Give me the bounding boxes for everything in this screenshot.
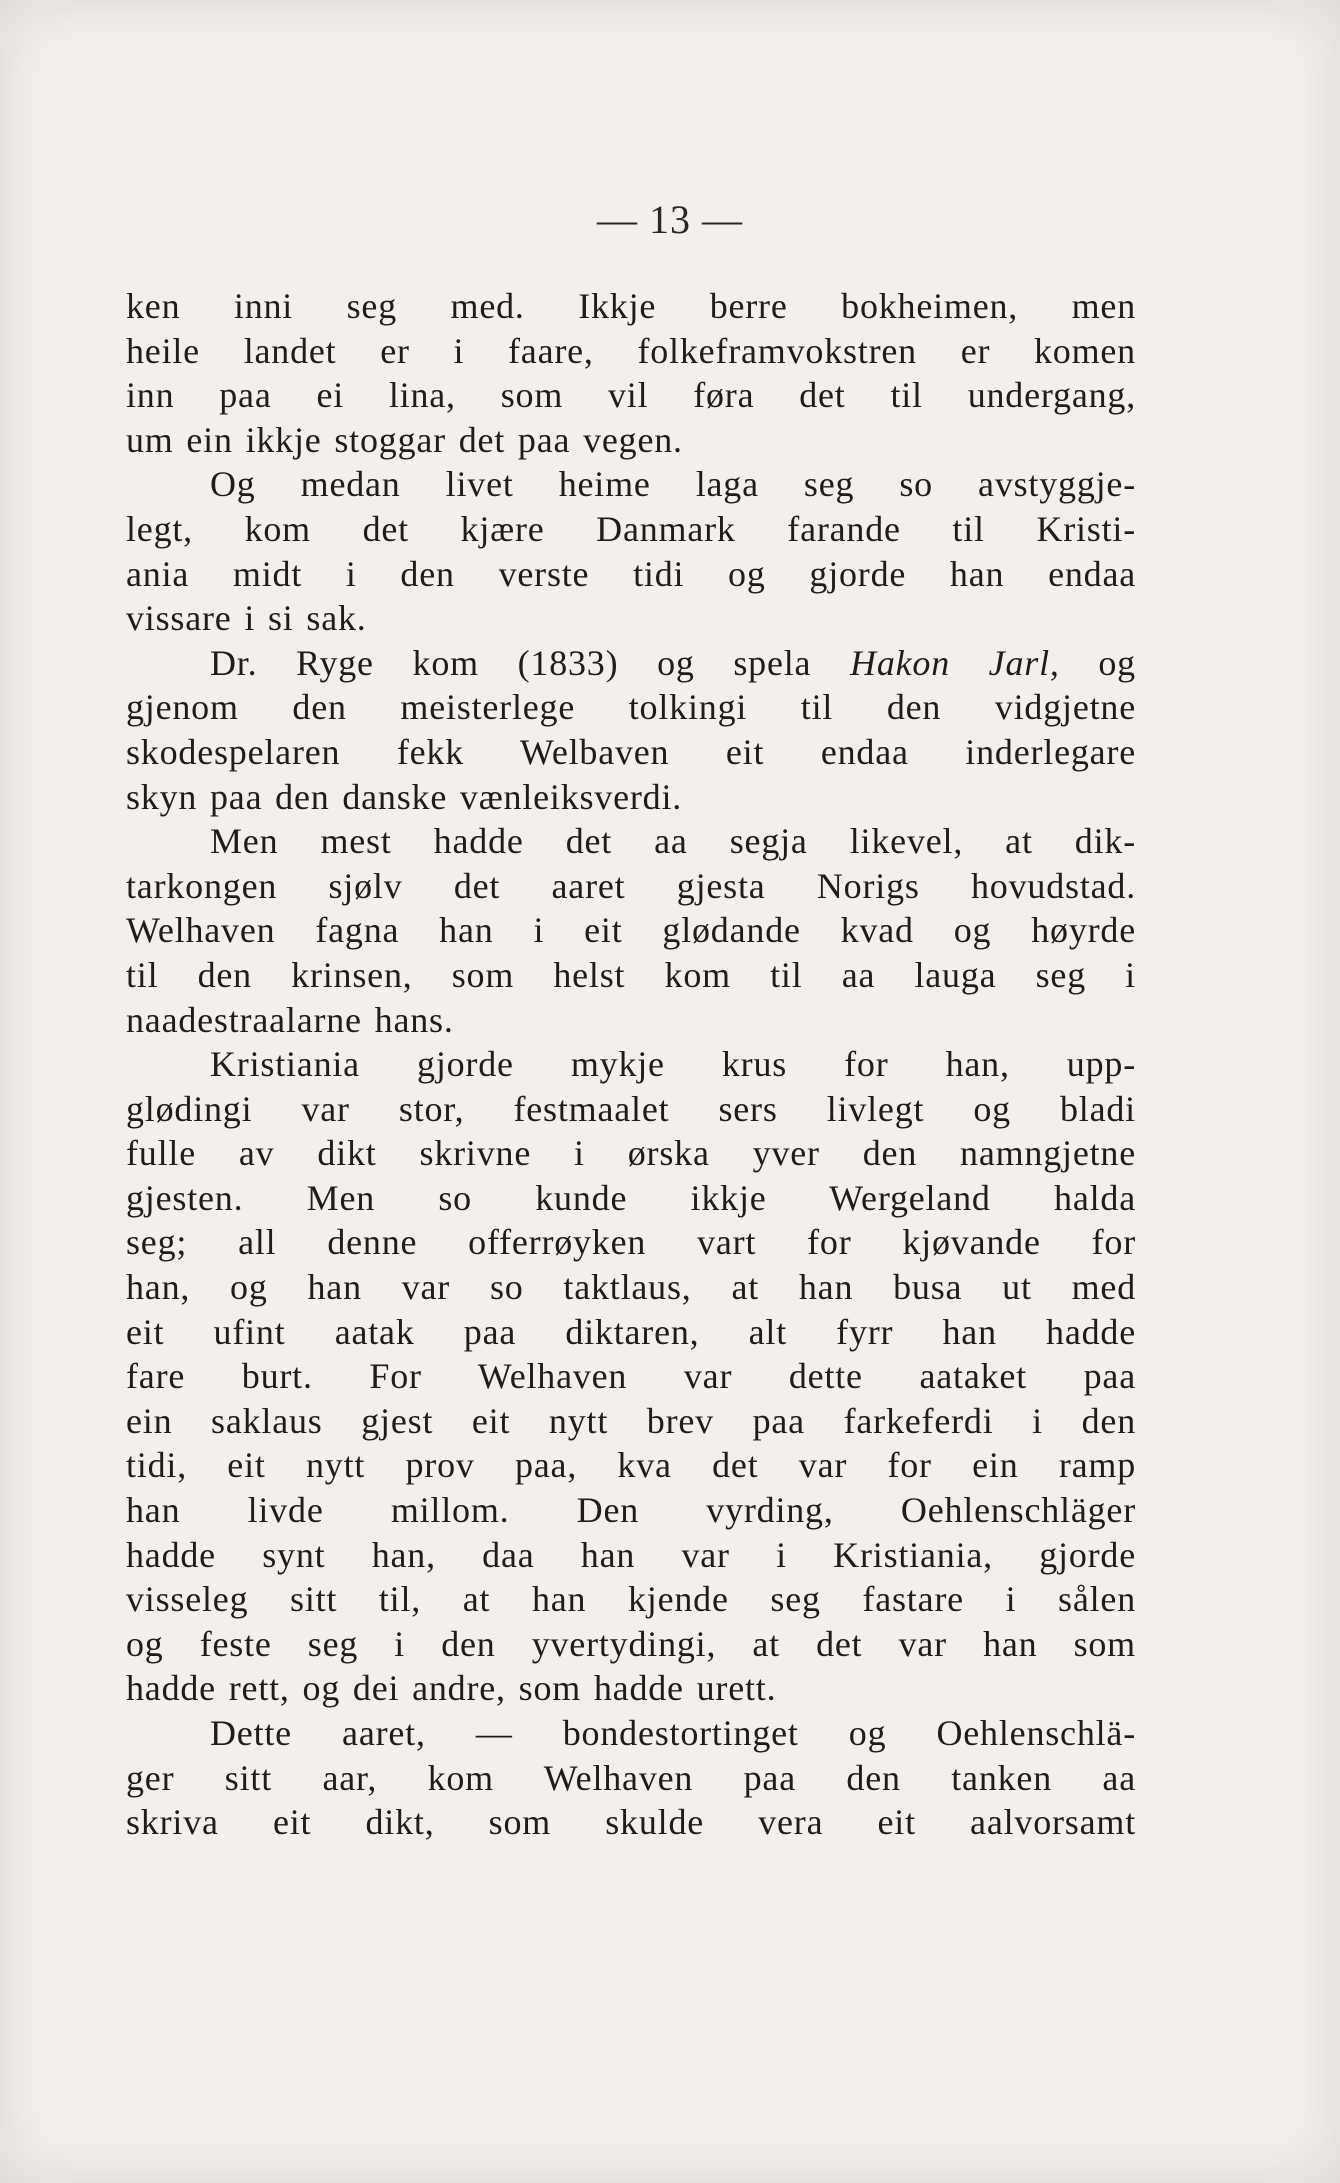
text-line-with-title [126,641,1136,686]
text-line: naadestraalarne hans. [126,999,454,1040]
text-line: hadde rett, og dei andre, som hadde urett. [126,1668,777,1709]
text-line: gjesten. Men so kunde ikkje Wergeland halda [126,1177,1136,1218]
text-segment: og [1098,642,1136,683]
text-line: Kristiania gjorde mykje krus for han, upp- [210,1044,1136,1085]
text-line: visseleg sitt til, at han kjende seg fastare i sålen [126,1579,1136,1620]
text-line: gjenom den meisterlege tolkingi til den vidgjetne [126,687,1136,728]
text-line: um ein ikkje stoggar det paa vegen. [126,419,683,460]
body-text [126,284,1136,1845]
text-line: eit ufint aatak paa diktaren, alt fyrr han hadde [126,1311,1136,1352]
text-line: inn paa ei lina, som vil føra det til undergang, [126,375,1136,416]
text-line: heile landet er i faare, folkeframvokstren er komen [126,330,1136,371]
text-line: ein saklaus gjest eit nytt brev paa farkeferdi i den [126,1400,1136,1441]
italic-title: Hakon Jarl, [850,642,1060,683]
text-line: skyn paa den danske vænleiksverdi. [126,776,683,817]
text-line: skriva eit dikt, som skulde vera eit aalvorsamt [126,1802,1136,1843]
text-line: ania midt i den verste tidi og gjorde han endaa [126,553,1136,594]
text-line: legt, kom det kjære Danmark farande til Kristi- [126,508,1136,549]
text-segment: Dr. Ryge kom (1833) og spela [210,642,812,683]
text-line: vissare i si sak. [126,598,367,639]
text-line: fulle av dikt skrivne i ørska yver den namngjetne [126,1133,1136,1174]
text-line: Dette aaret, — bondestortinget og Oehlenschlä- [210,1713,1136,1753]
text-line: og feste seg i den yvertydingi, at det var han som [126,1623,1136,1664]
text-line: til den krinsen, som helst kom til aa lauga seg i [126,954,1136,995]
text-line: han, og han var so taktlaus, at han busa ut med [126,1267,1136,1308]
text-line: han livde millom. Den vyrding, Oehlenschläger [126,1490,1136,1531]
text-line: skodespelaren fekk Welbaven eit endaa inderlegare [126,731,1136,772]
text-line: tarkongen sjølv det aaret gjesta Norigs hovudstad. [126,865,1136,906]
text-line: tidi, eit nytt prov paa, kva det var for ein ramp [126,1445,1136,1486]
text-line: Og medan livet heime laga seg so avstyggje- [210,464,1136,505]
text-line: ger sitt aar, kom Welhaven paa den tanken aa [126,1757,1136,1798]
text-line: fare burt. For Welhaven var dette aataket paa [126,1356,1136,1397]
text-line: glødingi var stor, festmaalet sers livlegt og bladi [126,1088,1136,1129]
text-line: seg; all denne offerrøyken vart for kjøvande for [126,1222,1136,1263]
text-line: Welhaven fagna han i eit glødande kvad og høyrde [126,910,1136,951]
text-line: hadde synt han, daa han var i Kristiania, gjorde [126,1534,1136,1575]
text-line: ken inni seg med. Ikkje berre bokheimen, men [126,286,1136,326]
text-line: Men mest hadde det aa segja likevel, at dik- [210,821,1136,862]
page-number: — 13 — [597,197,743,242]
